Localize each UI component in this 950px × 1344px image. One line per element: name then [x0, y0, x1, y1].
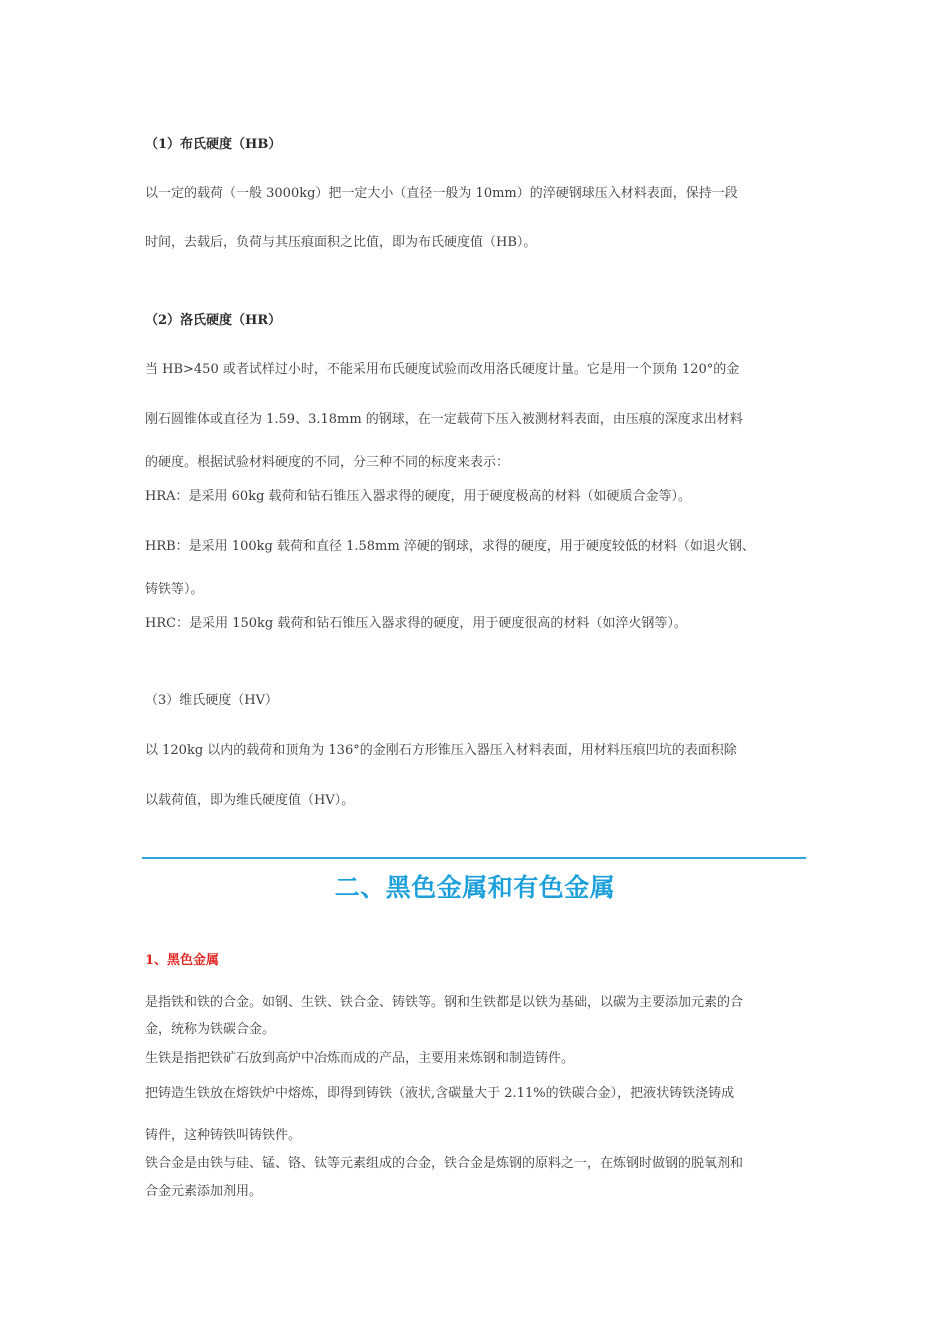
- paragraph-line-hrb: HRB：是采用 100kg 载荷和直径 1.58mm 淬硬的钢球，求得的硬度，用于硬度较低的材料（如退火钢、: [145, 539, 755, 554]
- paragraph-line: 生铁是指把铁矿石放到高炉中冶炼而成的产品，主要用来炼钢和制造铸件。: [145, 1051, 575, 1066]
- paragraph-line: 当 HB>450 或者试样过小时，不能采用布氏硬度试验而改用洛氏硬度计量。它是用一个顶角 120°的金: [145, 362, 740, 377]
- paragraph-line: 是指铁和铁的合金。如钢、生铁、铁合金、铸铁等。钢和生铁都是以铁为基础，以碳为主要添加元素的合: [145, 995, 744, 1010]
- paragraph-line: 以载荷值，即为维氏硬度值（HV）。: [145, 793, 355, 808]
- paragraph-line: 把铸造生铁放在熔铁炉中熔炼，即得到铸铁（液状,含碳量大于 2.11%的铁碳合金），把液状铸铁浇铸成: [145, 1086, 735, 1101]
- paragraph-line: 铁合金是由铁与硅、锰、铬、钛等元素组成的合金，铁合金是炼钢的原料之一，在炼钢时做钢的脱氧剂和: [145, 1156, 744, 1171]
- paragraph-line-hra: HRA：是采用 60kg 载荷和钻石锥压入器求得的硬度，用于硬度极高的材料（如硬质合金等）。: [145, 489, 692, 504]
- paragraph-line: 铸件，这种铸铁叫铸铁件。: [145, 1128, 302, 1143]
- paragraph-line-hrc: HRC：是采用 150kg 载荷和钻石锥压入器求得的硬度，用于硬度很高的材料（如淬火钢等）。: [145, 616, 687, 631]
- heading-ferrous-metals: 1、黑色金属: [145, 953, 220, 968]
- paragraph-line: 以一定的载荷（一般 3000kg）把一定大小（直径一般为 10mm）的淬硬钢球压入材料表面，保持一段: [145, 186, 738, 201]
- paragraph-line: 以 120kg 以内的载荷和顶角为 136°的金刚石方形锥压入器压入材料表面，用材料压痕凹坑的表面积除: [145, 743, 737, 758]
- heading-vickers-hardness: （3）维氏硬度（HV）: [145, 693, 278, 708]
- heading-brinell-hardness: （1）布氏硬度（HB）: [145, 137, 282, 152]
- paragraph-line: 时间，去载后，负荷与其压痕面积之比值，即为布氏硬度值（HB）。: [145, 235, 537, 250]
- paragraph-line: 刚石圆锥体或直径为 1.59、3.18mm 的钢球，在一定载荷下压入被测材料表面，由压痕的深度求出材料: [145, 412, 743, 427]
- paragraph-line: 合金元素添加剂用。: [145, 1184, 263, 1199]
- heading-rockwell-hardness: （2）洛氏硬度（HR）: [145, 313, 282, 328]
- paragraph-line: 的硬度。根据试验材料硬度的不同，分三种不同的标度来表示：: [145, 455, 510, 470]
- chapter-title: 二、黑色金属和有色金属: [334, 873, 616, 902]
- paragraph-line: 金，统称为铁碳合金。: [145, 1022, 276, 1037]
- paragraph-line: 铸铁等）。: [145, 582, 204, 597]
- section-divider: [142, 857, 806, 859]
